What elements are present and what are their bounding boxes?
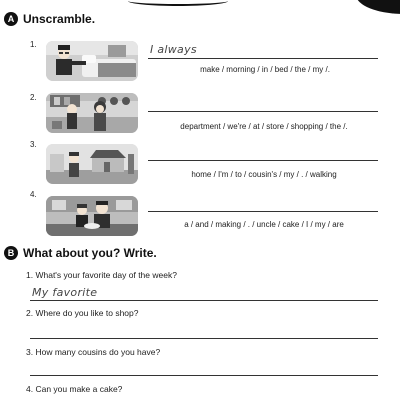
question-3-text: How many cousins do you have? [35,347,161,357]
question-3-answer-line[interactable] [30,375,378,376]
item-1-number: 1. [30,40,37,49]
item-4-scrambled-words: a / and / making / . / uncle / cake / I / my / are [184,220,344,229]
page-edge-decoration [128,0,228,6]
question-3-number: 3. [26,347,34,357]
item-4-number: 4. [30,190,37,199]
picture-department-store [46,93,138,133]
section-a-title: Unscramble. [23,12,96,26]
item-4-answer-line[interactable] [148,211,378,212]
section-a-badge: A [4,12,18,26]
question-4-number: 4. [26,384,34,394]
item-2-answer-line[interactable] [148,111,378,112]
picture-boy-making-bed [46,41,138,81]
question-1-number: 1. [26,270,34,280]
section-b-header [4,246,157,260]
item-3-scrambled-words: home / I'm / to / cousin's / my / . / walking [191,170,337,179]
question-2-text: Where do you like to shop? [35,308,139,318]
question-1-answer-line[interactable] [30,300,378,301]
section-b-badge: B [4,246,18,260]
question-3 [26,347,160,357]
section-b-title: What about you? Write. [23,246,157,260]
item-2-scrambled-words: department / we're / at / store / shopping / the /. [180,122,348,131]
item-3-number: 3. [30,140,37,149]
question-1-answer[interactable]: My favorite [32,286,98,299]
question-4 [26,384,122,394]
page-corner-decoration [356,0,400,14]
picture-making-cake [46,196,138,236]
section-a-header [4,12,95,26]
item-2-number: 2. [30,93,37,102]
question-2 [26,308,138,318]
question-2-number: 2. [26,308,34,318]
item-3-answer-line[interactable] [148,160,378,161]
item-1-answer[interactable]: I always [150,43,197,56]
picture-walking-home [46,144,138,184]
item-1-scrambled-words: make / morning / in / bed / the / my /. [200,65,330,74]
question-4-text: Can you make a cake? [35,384,123,394]
question-1 [26,270,177,280]
item-1-answer-line[interactable] [148,58,378,59]
question-1-text: What's your favorite day of the week? [35,270,177,280]
question-2-answer-line[interactable] [30,338,378,339]
